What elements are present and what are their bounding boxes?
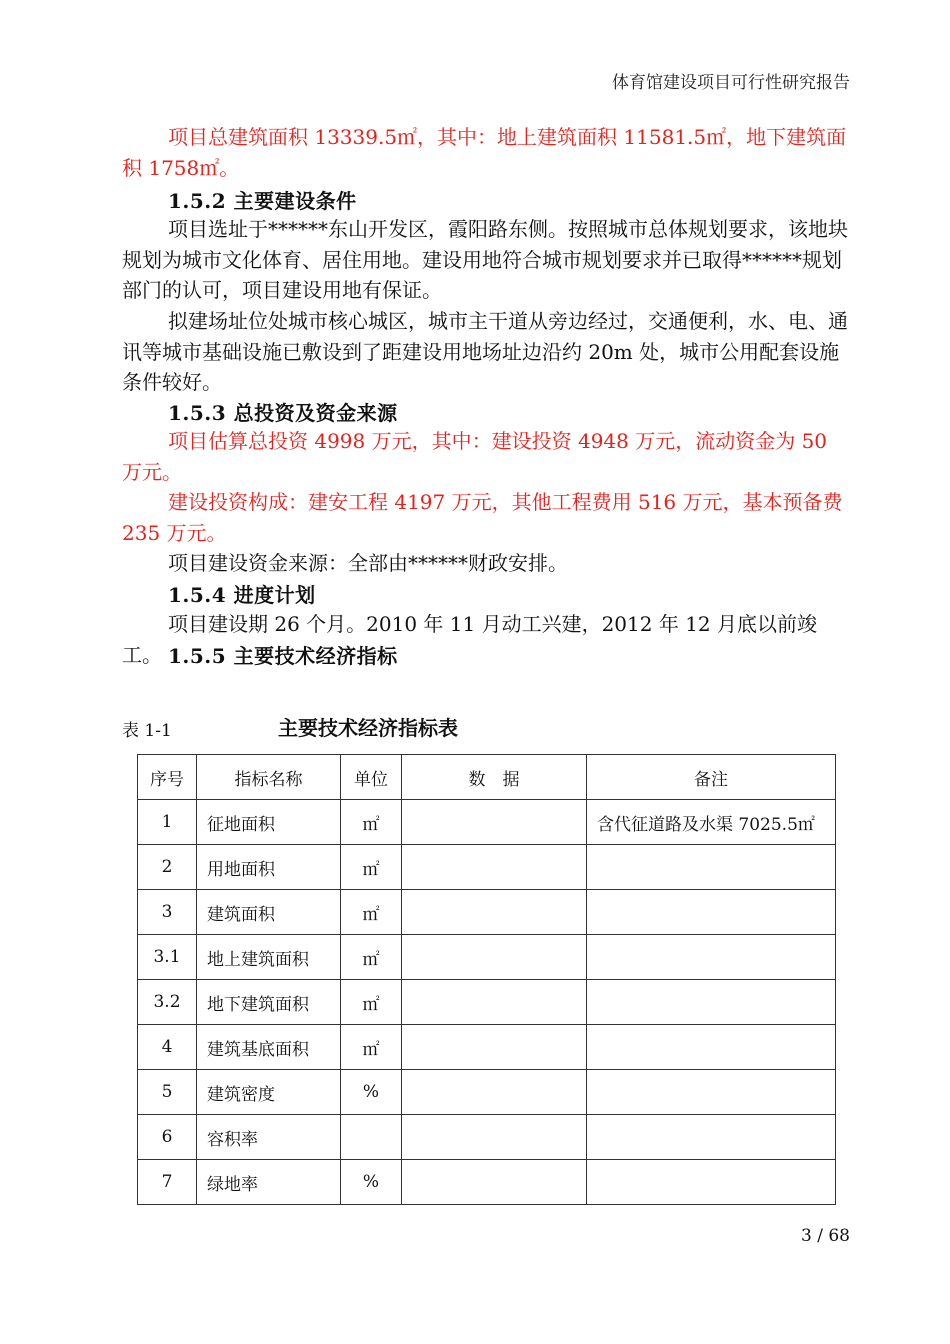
cell-data xyxy=(402,1070,587,1115)
table-row xyxy=(138,935,836,980)
table-row xyxy=(138,1070,836,1115)
cell-data xyxy=(402,1025,587,1070)
cell-index: 3 xyxy=(138,890,197,935)
cell-name: 绿地率 xyxy=(197,1160,341,1205)
paragraph-site-location: 项目选址于******东山开发区，霞阳路东侧。按照城市总体规划要求，该地块规划为城市文化体育、居住用地。建设用地符合城市规划要求并已取得******规划部门的认可，项目建设用地有保证。 xyxy=(122,217,848,302)
cell-unit: ㎡ xyxy=(341,890,402,935)
cell-remark xyxy=(587,1025,836,1070)
cell-name: 建筑面积 xyxy=(197,890,341,935)
cell-index: 6 xyxy=(138,1115,197,1160)
cell-unit: ㎡ xyxy=(341,845,402,890)
cell-remark xyxy=(587,1115,836,1160)
cell-unit: % xyxy=(341,1070,402,1115)
heading-1-5-3: 1.5.3 总投资及资金来源 xyxy=(168,401,398,425)
cell-unit: ㎡ xyxy=(341,980,402,1025)
heading-1-5-2: 1.5.2 主要建设条件 xyxy=(168,189,357,213)
table-row xyxy=(138,980,836,1025)
indicators-table xyxy=(137,754,836,1205)
cell-unit: ㎡ xyxy=(341,935,402,980)
header-cell-unit: 单位 xyxy=(341,755,402,800)
cell-name: 地上建筑面积 xyxy=(197,935,341,980)
cell-name: 建筑密度 xyxy=(197,1070,341,1115)
table-header-row xyxy=(138,755,836,800)
cell-index: 4 xyxy=(138,1025,197,1070)
cell-data xyxy=(402,1115,587,1160)
paragraph-funding-source: 项目建设资金来源：全部由******财政安排。 xyxy=(168,551,568,575)
paragraph-site-conditions: 拟建场址位处城市核心城区，城市主干道从旁边经过，交通便利，水、电、通讯等城市基础设施已敷设到了距建设用地场址边沿约 20m 处，城市公用配套设施条件较好。 xyxy=(122,309,848,394)
cell-data xyxy=(402,845,587,890)
cell-data xyxy=(402,890,587,935)
cell-unit: ㎡ xyxy=(341,800,402,845)
table-row xyxy=(138,890,836,935)
paragraph-total-area: 项目总建筑面积 13339.5㎡，其中：地上建筑面积 11581.5㎡，地下建筑面积 1758㎡。 xyxy=(122,125,847,180)
cell-remark xyxy=(587,1070,836,1115)
cell-data xyxy=(402,980,587,1025)
table-row xyxy=(138,1115,836,1160)
table-label: 表 1-1 xyxy=(122,721,172,741)
cell-name: 用地面积 xyxy=(197,845,341,890)
paragraph-schedule: 项目建设期 26 个月。2010 年 11 月动工兴建，2012 年 12 月底以前竣工。 xyxy=(122,612,818,667)
table-title: 主要技术经济指标表 xyxy=(278,716,458,740)
cell-unit: % xyxy=(341,1160,402,1205)
cell-index: 5 xyxy=(138,1070,197,1115)
cell-remark xyxy=(587,1160,836,1205)
cell-remark xyxy=(587,980,836,1025)
header-cell-index: 序号 xyxy=(138,755,197,800)
cell-remark xyxy=(587,935,836,980)
page-header-title: 体育馆建设项目可行性研究报告 xyxy=(612,73,850,93)
cell-remark: 含代征道路及水渠 7025.5㎡ xyxy=(587,800,836,845)
cell-index: 1 xyxy=(138,800,197,845)
cell-unit xyxy=(341,1115,402,1160)
paragraph-investment-composition: 建设投资构成：建安工程 4197 万元，其他工程费用 516 万元，基本预备费 235 万元。 xyxy=(122,490,843,545)
cell-name: 建筑基底面积 xyxy=(197,1025,341,1070)
header-cell-data: 数 据 xyxy=(402,755,587,800)
cell-index: 3.2 xyxy=(138,980,197,1025)
page-number: 3 / 68 xyxy=(801,1226,850,1246)
table-row xyxy=(138,1025,836,1070)
cell-data xyxy=(402,800,587,845)
paragraph-total-investment: 项目估算总投资 4998 万元，其中：建设投资 4948 万元，流动资金为 50 万元。 xyxy=(122,429,828,484)
table-row xyxy=(138,1160,836,1205)
cell-index: 7 xyxy=(138,1160,197,1205)
header-cell-remark: 备注 xyxy=(587,755,836,800)
cell-index: 3.1 xyxy=(138,935,197,980)
cell-remark xyxy=(587,890,836,935)
cell-name: 地下建筑面积 xyxy=(197,980,341,1025)
cell-remark xyxy=(587,845,836,890)
cell-data xyxy=(402,935,587,980)
heading-1-5-4: 1.5.4 进度计划 xyxy=(168,583,316,607)
table-row xyxy=(138,800,836,845)
header-cell-name: 指标名称 xyxy=(197,755,341,800)
heading-1-5-5: 1.5.5 主要技术经济指标 xyxy=(168,644,398,668)
cell-name: 容积率 xyxy=(197,1115,341,1160)
table-row xyxy=(138,845,836,890)
cell-unit: ㎡ xyxy=(341,1025,402,1070)
cell-index: 2 xyxy=(138,845,197,890)
cell-name: 征地面积 xyxy=(197,800,341,845)
cell-data xyxy=(402,1160,587,1205)
